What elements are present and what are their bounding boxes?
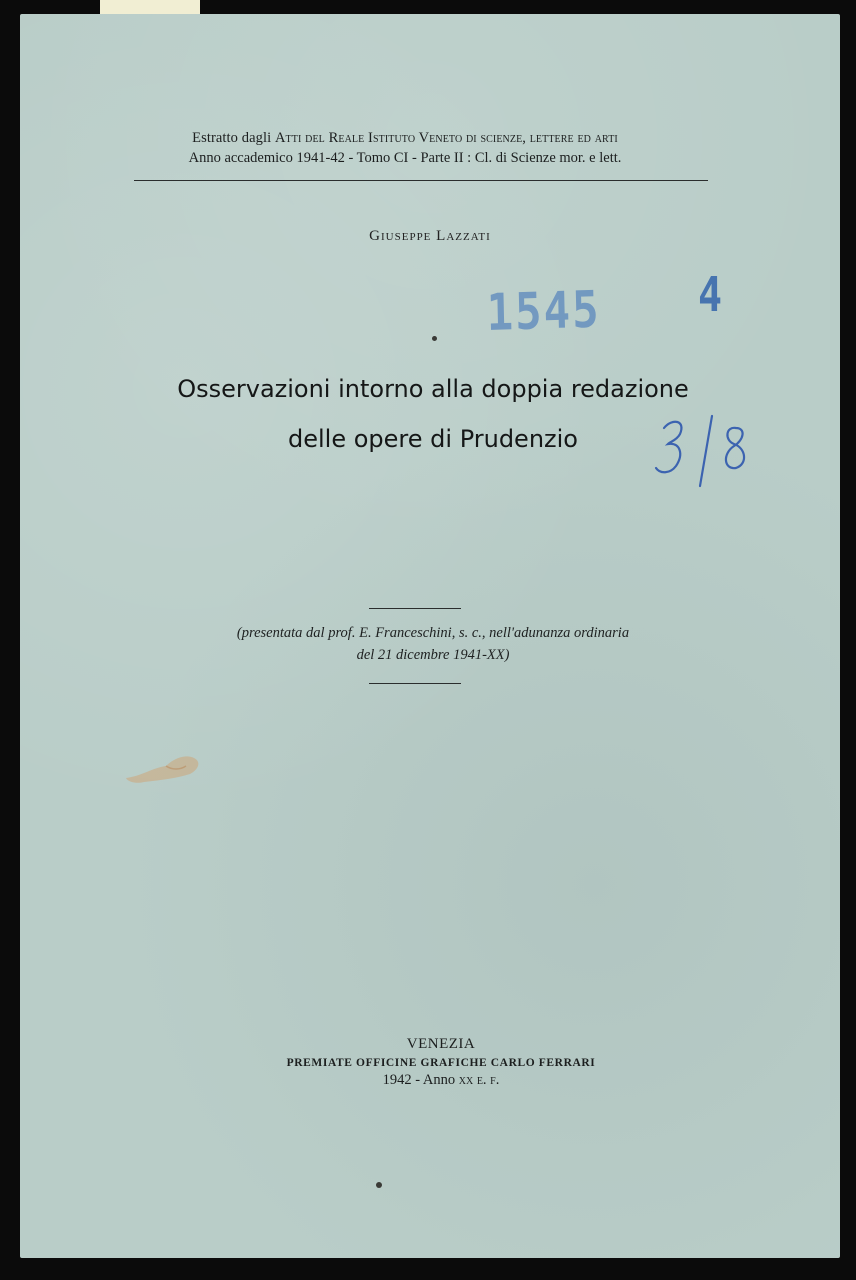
imprint-year-prefix: 1942 - Anno [382,1072,456,1088]
publisher-imprint [20,1036,856,1089]
imprint-city: VENEZIA [406,1036,476,1052]
title-line-2: delle opere di Prudenzio [288,425,578,453]
imprint-printer: PREMIATE OFFICINE GRAFICHE CARLO FERRARI [286,1057,596,1069]
rule-above-presentation [369,608,461,609]
author-name: Giuseppe Lazzati [369,228,491,244]
header-line-1 [115,130,695,147]
pamphlet-cover [20,14,840,1258]
header-institute: Atti del Reale Istituto Veneto di scienze, lettere ed arti [274,130,618,146]
handwritten-shelfmark [650,410,760,490]
imprint-year [20,1072,856,1089]
ink-speck [432,336,437,341]
presentation-line-1: (presentata dal prof. E. Franceschini, s. c., nell'adunanza ordinaria [236,625,630,641]
inventory-stamp-number: 1545 [486,280,602,343]
title-line-1: Osservazioni intorno alla doppia redazione [177,375,689,403]
paper-stain [122,748,212,788]
presentation-note [20,622,846,666]
presentation-line-2: del 21 dicembre 1941-XX) [356,647,510,663]
header-prefix: Estratto dagli [192,130,272,146]
offprint-header [115,130,695,167]
header-rule [134,180,708,181]
header-line-2: Anno accademico 1941-42 - Tomo CI - Parte II : Cl. di Scienze mor. e lett. [188,150,622,166]
imprint-year-era: xx e. f. [458,1072,500,1088]
ink-speck [376,1182,382,1188]
rule-below-presentation [369,683,461,684]
inventory-stamp-suffix: 4 [698,268,723,324]
